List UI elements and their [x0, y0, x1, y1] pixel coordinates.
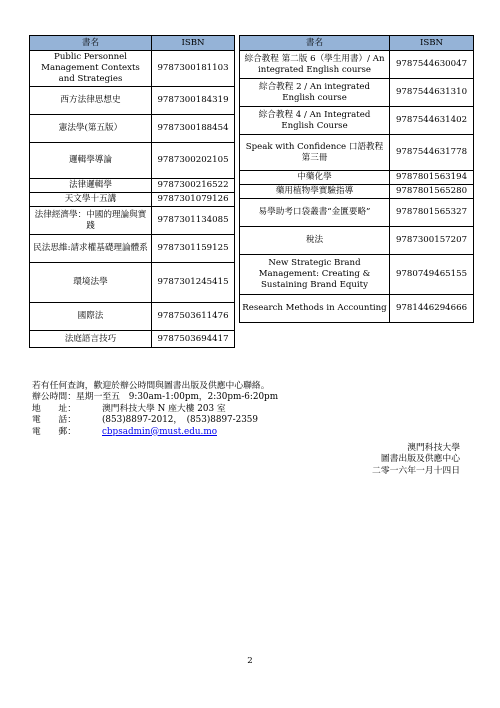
isbn-cell: 9787801563194: [390, 171, 474, 185]
book-title-cell: 中藥化學: [240, 171, 390, 185]
book-title-cell: 環境法學: [30, 263, 152, 303]
address-line: [32, 404, 278, 415]
book-title-cell: 憲法學(第五版）: [30, 115, 152, 143]
table-row: [30, 263, 235, 303]
book-title-cell: 綜合教程 4 / An Integrated English Course: [240, 107, 390, 135]
book-title-cell: 易學助考口袋叢書“金匱要略”: [240, 199, 390, 227]
address-value: 澳門科技大學 N 座大樓 203 室: [102, 403, 226, 414]
table-row: [30, 51, 235, 87]
book-title-cell: Research Methods in Accounting: [240, 295, 390, 323]
book-title-cell: 國際法: [30, 303, 152, 331]
contact-info: [32, 381, 278, 438]
table-row: [30, 179, 235, 193]
contact-intro: 若有任何查詢，歡迎於辦公時間與圖書出版及供應中心聯絡。: [32, 381, 270, 391]
isbn-cell: 9787301079126: [152, 193, 235, 207]
title-header: 書名: [30, 36, 152, 51]
table-row: [30, 143, 235, 179]
table-row: [240, 135, 474, 171]
table-row: [240, 295, 474, 323]
table-row: [240, 255, 474, 295]
isbn-cell: 9787300157207: [390, 227, 474, 255]
book-title-cell: 藥用植物學實驗指導: [240, 185, 390, 199]
book-title-cell: 邏輯學導論: [30, 143, 152, 179]
signature-dept: 圖書出版及供應中心: [380, 454, 460, 465]
isbn-cell: 9781446294666: [390, 295, 474, 323]
isbn-cell: 9787301134085: [152, 207, 235, 235]
email-link[interactable]: cbpsadmin@must.edu.mo: [102, 426, 217, 437]
table-row: [30, 331, 235, 348]
table-row: [240, 227, 474, 255]
isbn-cell: 9787301159125: [152, 235, 235, 263]
office-hours: 辦公時間：星期一至五 9:30am-1:00pm，2:30pm-6:20pm: [32, 392, 279, 403]
isbn-cell: 9787544631778: [390, 135, 474, 171]
phone-label: 電 話：: [32, 415, 76, 426]
table-row: [240, 51, 474, 79]
isbn-cell: 9787544630047: [390, 51, 474, 79]
isbn-header: ISBN: [390, 36, 474, 51]
isbn-header: ISBN: [152, 36, 235, 51]
book-title-cell: 西方法律思想史: [30, 87, 152, 115]
book-title-cell: Speak with Confidence 口語教程 第三冊: [240, 135, 390, 171]
signature-org: 澳門科技大學: [407, 443, 460, 453]
email-line: [32, 427, 278, 438]
isbn-cell: 9787503694417: [152, 331, 235, 348]
signature-date: 二零一六年一月十四日: [372, 465, 460, 476]
isbn-cell: 9787544631310: [390, 79, 474, 107]
table-row: [30, 207, 235, 235]
book-title-cell: 法律邏輯學: [30, 179, 152, 193]
isbn-cell: 9787300184319: [152, 87, 235, 115]
table-row: [240, 185, 474, 199]
book-title-cell: 綜合教程 第二版 6（學生用書）/ An integrated English course: [240, 51, 390, 79]
book-title-cell: 稅法: [240, 227, 390, 255]
book-title-cell: New Strategic Brand Management: Creating & Sustaining Brand Equity: [240, 255, 390, 295]
table-row: [30, 115, 235, 143]
isbn-cell: 9787300216522: [152, 179, 235, 193]
table-row: [240, 171, 474, 185]
isbn-cell: 9787300188454: [152, 115, 235, 143]
isbn-cell: 9787503611476: [152, 303, 235, 331]
phone-line: [32, 415, 278, 426]
table-row: [30, 193, 235, 207]
email-label: 電 郵：: [32, 426, 76, 437]
left-book-table: [29, 35, 235, 348]
isbn-cell: 9787300181103: [152, 51, 235, 87]
book-title-cell: 民法思維:請求權基礎理論體系: [30, 235, 152, 263]
book-title-cell: 天文學十五講: [30, 193, 152, 207]
isbn-cell: 9787300202105: [152, 143, 235, 179]
page-number: 2: [247, 656, 253, 666]
book-title-cell: 法律經濟學：中國的理論與實踐: [30, 207, 152, 235]
table-row: [240, 199, 474, 227]
table-row: [30, 87, 235, 115]
isbn-cell: 9780749465155: [390, 255, 474, 295]
book-title-cell: 綜合教程 2 / An integrated English course: [240, 79, 390, 107]
book-title-cell: Public Personnel Management Contexts and Strategies: [30, 51, 152, 87]
phone-value: (853)8897-2012， (853)8897-2359: [102, 415, 258, 426]
table-row: [30, 235, 235, 263]
right-book-table: [239, 35, 474, 323]
book-title-cell: 法庭語言技巧: [30, 331, 152, 348]
table-row: [240, 107, 474, 135]
isbn-cell: 9787801565327: [390, 199, 474, 227]
address-label: 地 址：: [32, 403, 76, 414]
signature-block: [372, 443, 460, 477]
table-row: [30, 303, 235, 331]
isbn-cell: 9787544631402: [390, 107, 474, 135]
isbn-cell: 9787801565280: [390, 185, 474, 199]
isbn-cell: 9787301245415: [152, 263, 235, 303]
table-row: [240, 79, 474, 107]
title-header: 書名: [240, 36, 390, 51]
